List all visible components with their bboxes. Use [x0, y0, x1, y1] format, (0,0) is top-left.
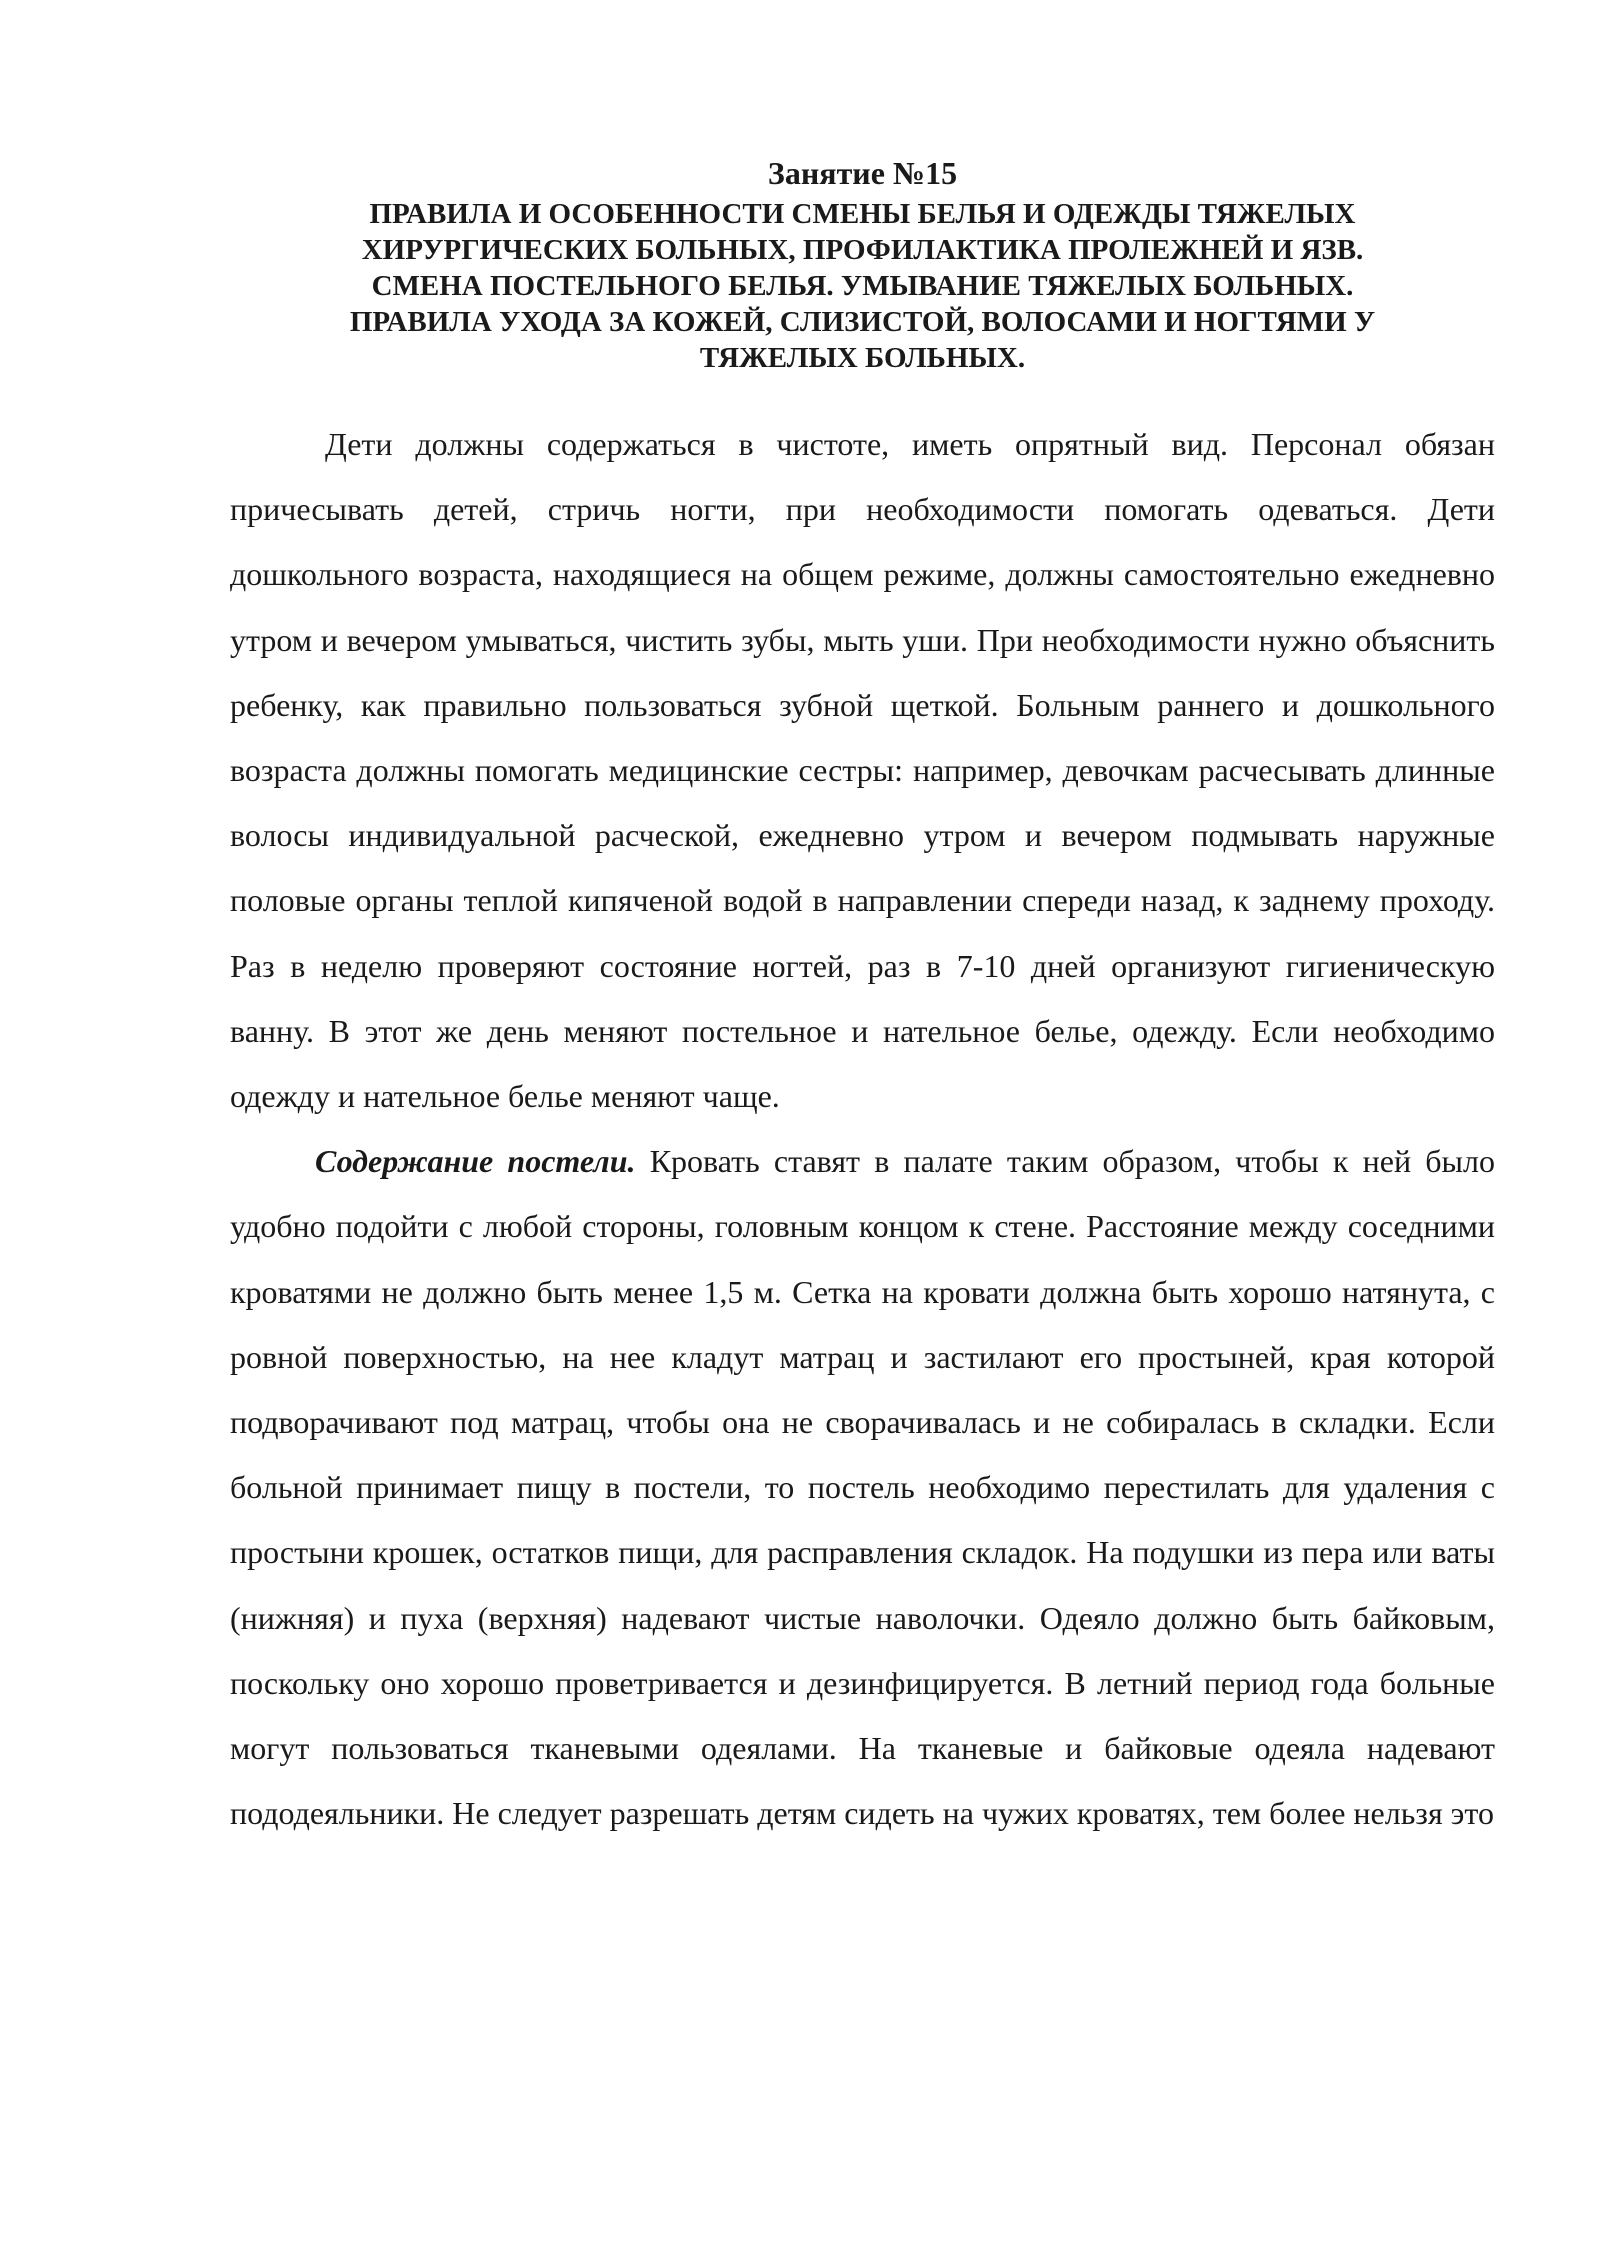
lesson-title: Занятие №15 [767, 155, 958, 191]
topic-heading-line-3: СМЕНА ПОСТЕЛЬНОГО БЕЛЬЯ. УМЫВАНИЕ ТЯЖЕЛЫХ БОЛЬНЫХ. [371, 270, 1354, 302]
document-header [230, 150, 1495, 376]
topic-heading-line-4: ПРАВИЛА УХОДА ЗА КОЖЕЙ, СЛИЗИСТОЙ, ВОЛОСАМИ И НОГТЯМИ У [349, 306, 1376, 338]
bed-section-text: Кровать ставят в палате таким образом, чтобы к ней было удобно подойти с любой стороны, головным концом к стене. Расстояние между соседними кроватями не должно быть менее 1,5 м. Сетка на кровати должна быть хорошо натянута, с ровной поверхностью, на нее кладут матрац и застилают его простыней, края которой подворачивают под матрац, чтобы она не сворачивалась и не собиралась в складки. Если больной принимает пищу в постели, то постель необходимо перестилать для удаления с простыни крошек, остатков пищи, для расправления складок. На подушки из пера или ваты (нижняя) и пуха (верхняя) надевают чистые наволочки. Одеяло должно быть байковым, поскольку оно хорошо проветривается и дезинфицируется. В летний период года больные могут пользоваться тканевыми одеялами. На тканевые и байковые одеяла надевают пододеяльники. Не следует разрешать детям сидеть на чужих кроватях, тем более нельзя это [230, 1143, 1496, 1832]
paragraph-bed [230, 1129, 1495, 1846]
paragraph-hygiene: Дети должны содержаться в чистоте, иметь опрятный вид. Персонал обязан причесывать детей, стричь ногти, при необходимости помогать одеваться. Дети дошкольного возраста, находящиеся на общем режиме, должны самостоятельно ежедневно утром и вечером умываться, чистить зубы, мыть уши. При необходимости нужно объяснить ребенку, как правильно пользоваться зубной щеткой. Больным раннего и дошкольного возраста должны помогать медицинские сестры: например, девочкам расчесывать длинные волосы индивидуальной расческой, ежедневно утром и вечером подмывать наружные половые органы теплой кипяченой водой в направлении спереди назад, к заднему проходу. Раз в неделю проверяют состояние ногтей, раз в 7-10 дней организуют гигиеническую ванну. В этот же день меняют постельное и нательное белье, одежду. Если необходимо одежду и нательное белье меняют чаще. [230, 426, 1495, 1115]
topic-heading-line-1: ПРАВИЛА И ОСОБЕННОСТИ СМЕНЫ БЕЛЬЯ И ОДЕЖДЫ ТЯЖЕЛЫХ [369, 198, 1356, 230]
topic-heading-line-2: ХИРУРГИЧЕСКИХ БОЛЬНЫХ, ПРОФИЛАКТИКА ПРОЛЕЖНЕЙ И ЯЗВ. [361, 234, 1364, 266]
document-body [230, 412, 1495, 1846]
topic-heading-line-5: ТЯЖЕЛЫХ БОЛЬНЫХ. [699, 342, 1026, 374]
bed-section-heading: Содержание постели. [315, 1143, 636, 1180]
